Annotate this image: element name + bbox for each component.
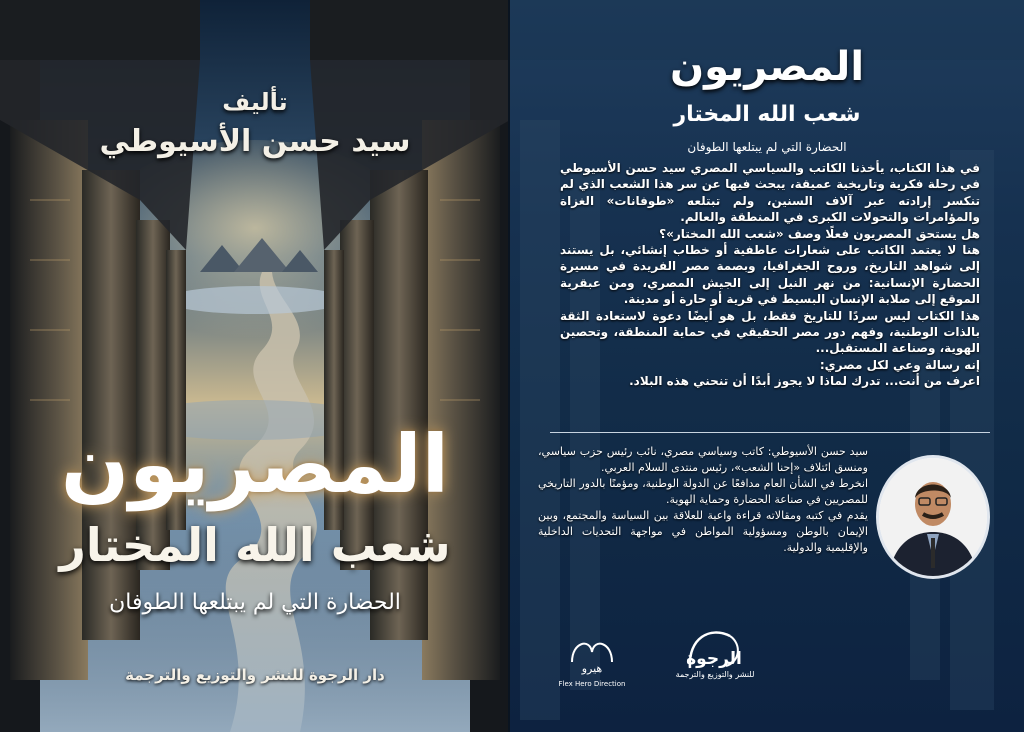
back-cover: [510, 0, 1024, 732]
description-paragraph: هذا الكتاب ليس سردًا للتاريخ فقط، بل هو أيضًا دعوة لاستعادة الثقة بالذات الوطنية، وفهم دور مصر الحقيقي في حماية المنطقة، وتحصين الهوية، وصناعة المستقبل...: [560, 308, 980, 356]
publisher-name: دار الرجوة للنشر والتوزيع والترجمة: [125, 666, 385, 684]
secondary-logo-text: هيرو: [581, 662, 603, 675]
book-title: المصريون: [60, 418, 450, 511]
bio-paragraph: انخرط في الشأن العام مدافعًا عن الدولة الوطنية، ومؤمنًا بالدور التاريخي للمصريين في صناعة الحضارة وحماية الهوية.: [538, 477, 868, 506]
author-label: تأليف: [222, 88, 288, 116]
publisher-logo-text: الرجوة: [686, 649, 742, 669]
bio-paragraph: سيد حسن الأسيوطي: كاتب وسياسي مصري، نائب رئيس حزب سياسي، ومنسق ائتلاف «إحنا الشعب»، رئيس منتدى السلام العربي.: [538, 445, 868, 474]
author-photo: [876, 455, 990, 579]
publisher-logo: [670, 618, 758, 706]
secondary-logo-caption: Flex Hero Direction: [558, 680, 626, 688]
description-paragraph: هل يستحق المصريون فعلًا وصف «شعب الله المختار»؟: [659, 226, 980, 241]
back-tagline: الحضارة التي لم يبتلعها الطوفان: [687, 140, 847, 154]
description-paragraph: اعرف من أنت... تدرك لماذا لا يجوز أبدًا أن تنحني هذه البلاد.: [629, 374, 980, 389]
back-description: [560, 160, 980, 390]
back-title: المصريون: [669, 44, 865, 90]
description-paragraph: في هذا الكتاب، يأخذنا الكاتب والسياسي المصري سيد حسن الأسيوطي في رحلة فكرية وتاريخية عميقة، يبحث فيها عن سر هذا الشعب الذي لم تنكسر إرادته عبر آلاف السنين، ولم تبتلعه «طوفانات» الغزاة والمؤامرات والتحولات الكبرى في المنطقة والعالم.: [560, 161, 980, 225]
author-name: سيد حسن الأسيوطي: [99, 124, 411, 159]
description-paragraph: هنا لا يعتمد الكاتب على شعارات عاطفية أو خطاب إنشائي، بل يستند إلى شواهد التاريخ، وروح الجغرافيا، وبصمة مصر الفريدة في مسيرة الحضارة الإنسانية: من نهر النيل إلى الجيش المصري، ومن عبقرية الموقع إلى صلابة الإنسان البسيط في قرية أو حارة أو مدينة.: [560, 243, 980, 307]
publisher-logo-caption: للنشر والتوزيع والترجمة: [675, 670, 755, 679]
description-paragraph: إنه رسالة وعي لكل مصري:: [819, 357, 980, 372]
front-cover: [0, 0, 510, 732]
book-subtitle: شعب الله المختار: [59, 518, 451, 572]
back-subtitle: شعب الله المختار: [673, 102, 861, 127]
bio-paragraph: يقدم في كتبه ومقالاته قراءة واعية للعلاقة بين السياسة والمجتمع، وبين الإيمان بالوطن ومسؤولية المواطن في مواجهة التحديات الداخلية والإقليمية والدولية.: [538, 509, 868, 554]
secondary-publisher-logo: [560, 632, 624, 678]
author-bio: [538, 444, 868, 556]
book-tagline: الحضارة التي لم يبتلعها الطوفان: [109, 590, 401, 615]
section-divider: [550, 432, 990, 433]
